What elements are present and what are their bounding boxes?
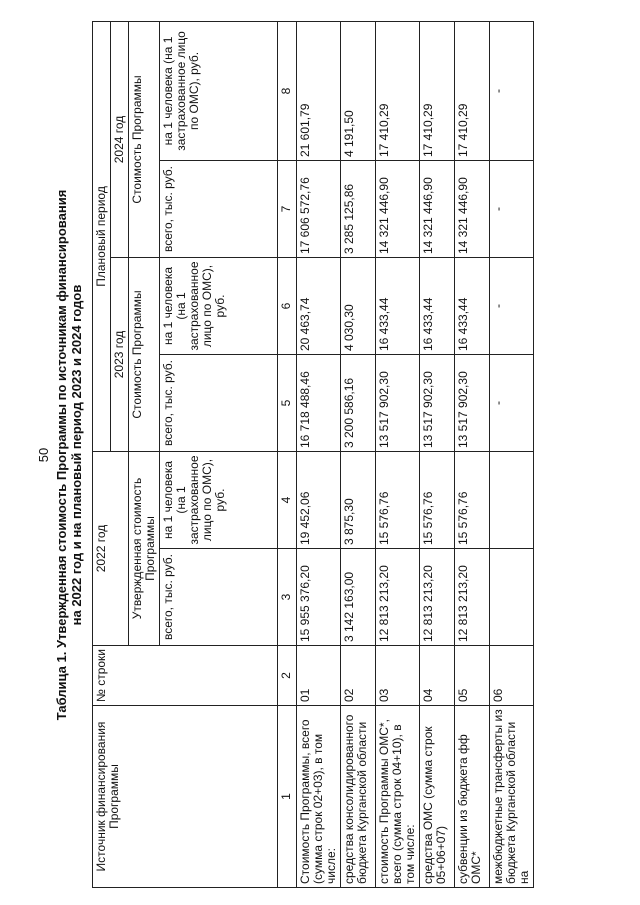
- table-title: [54, 22, 84, 888]
- cell-2024-per-person: 17 410,29: [455, 21, 490, 160]
- cell-2022-per-person: [490, 452, 534, 549]
- cell-2023-per-person: 16 433,44: [420, 258, 455, 355]
- cell-2024-total: 17 606 572,76: [297, 161, 341, 258]
- cell-2024-total: -: [490, 161, 534, 258]
- column-number: 4: [278, 452, 297, 549]
- column-number: 7: [278, 161, 297, 258]
- table-row: [297, 21, 341, 887]
- cell-2023-per-person: 20 463,74: [297, 258, 341, 355]
- table-row: [420, 21, 455, 887]
- cell-2023-per-person: 4 030,30: [341, 258, 376, 355]
- cell-2022-per-person: 15 576,76: [455, 452, 490, 549]
- row-number: 05: [455, 646, 490, 706]
- column-number: 8: [278, 21, 297, 160]
- cell-2022-per-person: 15 576,76: [420, 452, 455, 549]
- cell-2023-per-person: 16 433,44: [455, 258, 490, 355]
- table-title-line-1: Таблица 1. Утвержденная стоимость Программы по источникам финансирования: [54, 189, 69, 721]
- header-total-2023: всего, тыс. руб.: [160, 355, 278, 452]
- column-number: 5: [278, 355, 297, 452]
- cell-2023-total: 3 200 586,16: [341, 355, 376, 452]
- cell-2024-total: 14 321 446,90: [420, 161, 455, 258]
- column-number: 1: [278, 706, 297, 888]
- cell-2022-total: 15 955 376,20: [297, 549, 341, 646]
- row-source-name: Стоимость Программы, всего (сумма строк 02+03), в том числе:: [297, 706, 341, 888]
- header-year-2022: 2022 год: [93, 452, 129, 646]
- table-row: [490, 21, 534, 887]
- header-per-person-2024: на 1 человека (на 1 застрахованное лицо по ОМС), руб.: [160, 21, 278, 160]
- cell-2022-total: 3 142 163,00: [341, 549, 376, 646]
- cell-2023-total: 13 517 902,30: [376, 355, 420, 452]
- cell-2024-total: 3 285 125,86: [341, 161, 376, 258]
- cell-2023-per-person: -: [490, 258, 534, 355]
- header-planned-period: Плановый период: [93, 21, 111, 451]
- cell-2022-per-person: 3 875,30: [341, 452, 376, 549]
- cell-2024-per-person: 21 601,79: [297, 21, 341, 160]
- cell-2024-total: 14 321 446,90: [376, 161, 420, 258]
- column-number: 3: [278, 549, 297, 646]
- cell-2023-total: 16 718 488,46: [297, 355, 341, 452]
- rotated-content: [36, 22, 640, 888]
- header-program-cost-2024: Стоимость Программы: [129, 21, 160, 257]
- header-program-cost-2023: Стоимость Программы: [129, 258, 160, 452]
- cell-2023-total: 13 517 902,30: [420, 355, 455, 452]
- cell-2024-total: 14 321 446,90: [455, 161, 490, 258]
- cell-2022-total: 12 813 213,20: [376, 549, 420, 646]
- header-total-2022: всего, тыс. руб.: [160, 549, 278, 646]
- cell-2024-per-person: -: [490, 21, 534, 160]
- row-number: 06: [490, 646, 534, 706]
- row-source-name: стоимость Программы ОМС*, всего (сумма строк 04+10), в том числе:: [376, 706, 420, 888]
- cell-2022-per-person: 15 576,76: [376, 452, 420, 549]
- cell-2022-total: [490, 549, 534, 646]
- header-row-number: № строки: [93, 646, 278, 706]
- header-per-person-2023: на 1 человека (на 1 застрахованное лицо по ОМС), руб.: [160, 258, 278, 355]
- cell-2024-per-person: 17 410,29: [420, 21, 455, 160]
- cell-2022-per-person: 19 452,06: [297, 452, 341, 549]
- row-number: 04: [420, 646, 455, 706]
- table-row: [376, 21, 420, 887]
- table-row: [455, 21, 490, 887]
- header-source: Источник финансирования Программы: [93, 706, 278, 888]
- cell-2022-total: 12 813 213,20: [420, 549, 455, 646]
- header-total-2024: всего, тыс. руб.: [160, 161, 278, 258]
- financing-table: [92, 21, 534, 888]
- table-row: [341, 21, 376, 887]
- header-year-2023: 2023 год: [111, 258, 129, 452]
- row-source-name: субвенции из бюджета фф ОМС*: [455, 706, 490, 888]
- column-number-row: [278, 21, 297, 887]
- header-per-person-2022: на 1 человека (на 1 застрахованное лицо по ОМС), руб.: [160, 452, 278, 549]
- page-number: 50: [36, 447, 51, 463]
- column-number: 6: [278, 258, 297, 355]
- header-year-2024: 2024 год: [111, 21, 129, 257]
- cell-2023-total: -: [490, 355, 534, 452]
- row-source-name: средства ОМС (сумма строк 05+06+07): [420, 706, 455, 888]
- cell-2024-per-person: 17 410,29: [376, 21, 420, 160]
- row-number: 02: [341, 646, 376, 706]
- row-source-name: средства консолидированного бюджета Курганской области: [341, 706, 376, 888]
- cell-2024-per-person: 4 191,50: [341, 21, 376, 160]
- cell-2023-per-person: 16 433,44: [376, 258, 420, 355]
- table-title-line-2: на 2022 год и на плановый период 2023 и 2024 годов: [69, 284, 84, 626]
- cell-2023-total: 13 517 902,30: [455, 355, 490, 452]
- row-number: 01: [297, 646, 341, 706]
- row-source-name: межбюджетные трансферты из бюджета Курганской области на: [490, 706, 534, 888]
- column-number: 2: [278, 646, 297, 706]
- header-approved-cost-2022: Утвержденная стоимость Программы: [129, 452, 160, 646]
- cell-2022-total: 12 813 213,20: [455, 549, 490, 646]
- row-number: 03: [376, 646, 420, 706]
